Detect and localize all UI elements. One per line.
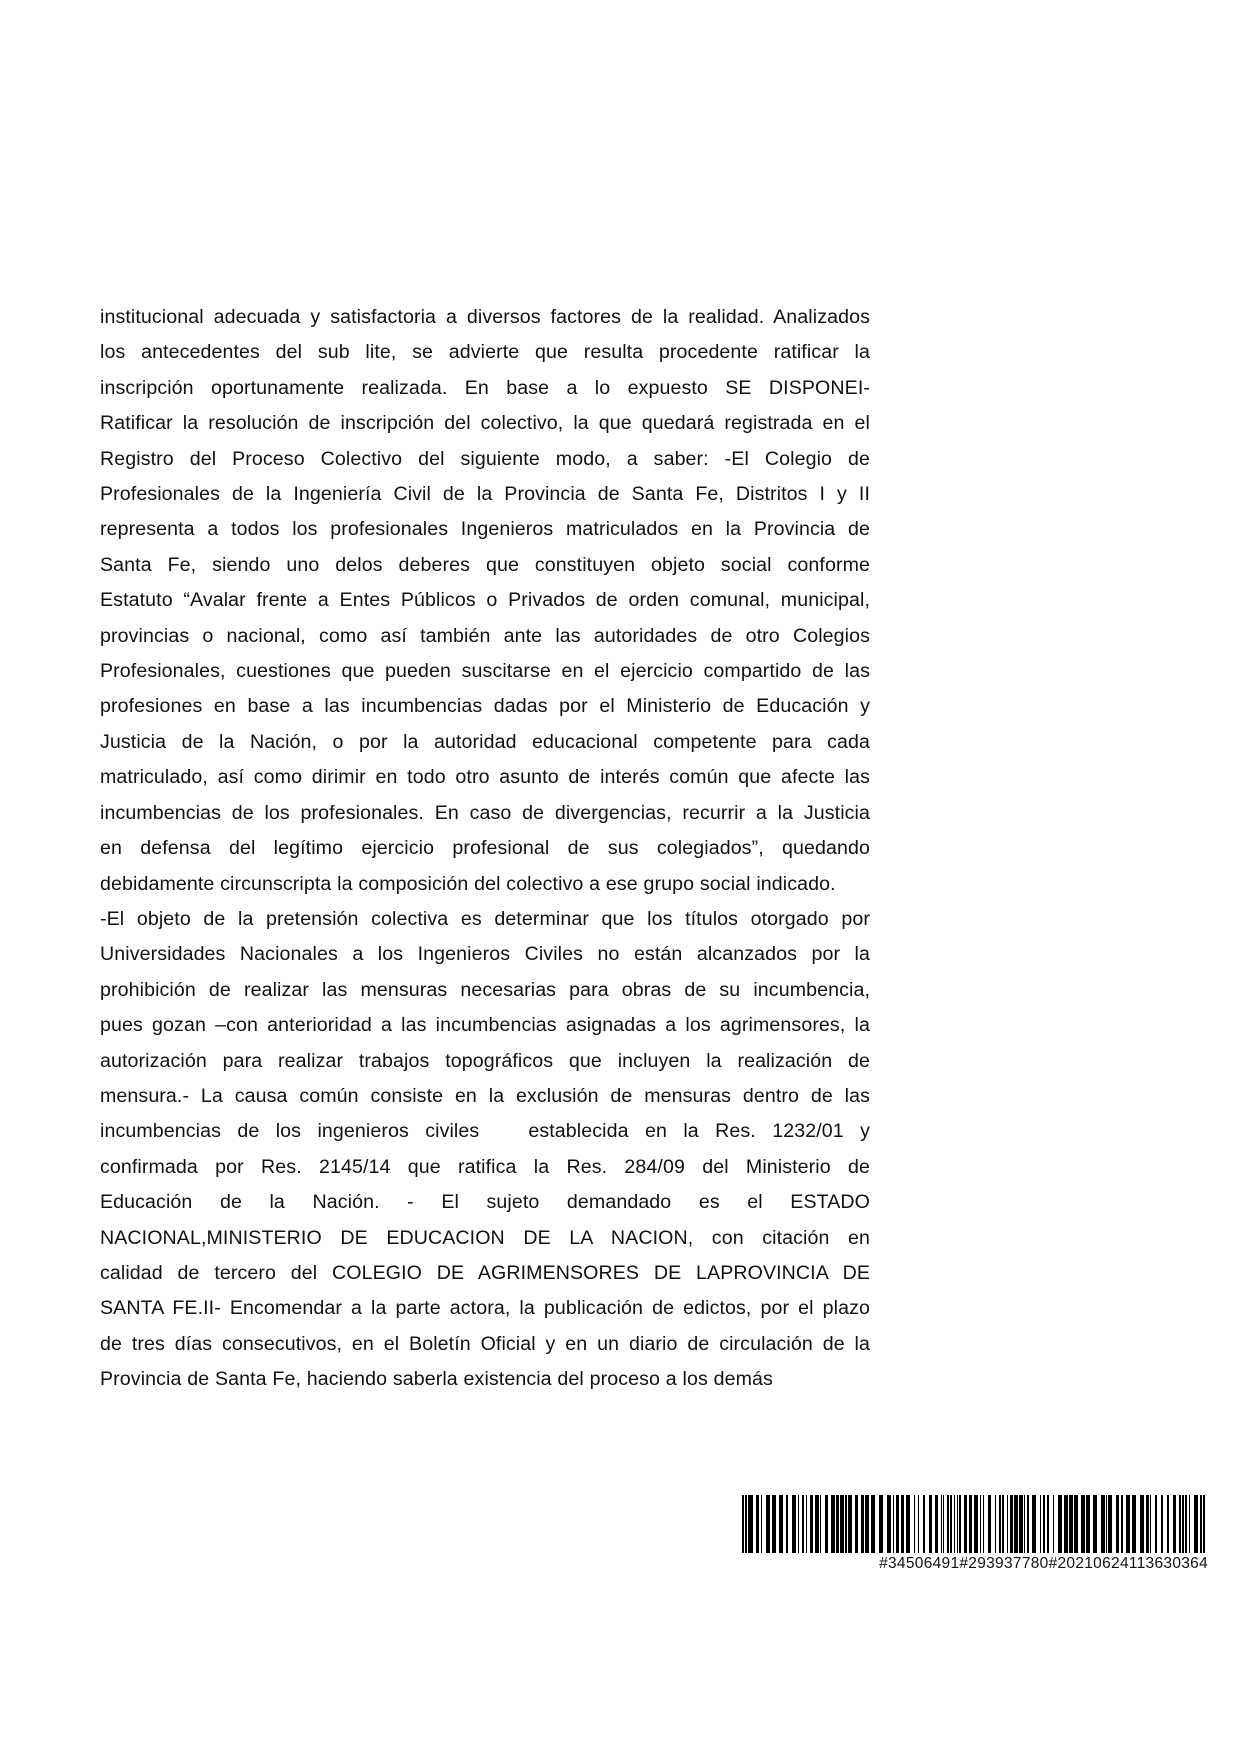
text-line: Provincia de Santa Fe, haciendo saberla existencia del proceso a los demás: [100, 1368, 773, 1391]
text-line: profesiones en base a las incumbencias dadas por el Ministerio de Educación y: [100, 695, 870, 718]
barcode-block: [740, 1495, 1210, 1573]
text-line: Universidades Nacionales a los Ingenieros Civiles no están alcanzados por la: [100, 943, 870, 966]
text-line: matriculado, así como dirimir en todo otro asunto de interés común que afecte las: [100, 766, 870, 789]
text-line: pues gozan –con anterioridad a las incumbencias asignadas a los agrimensores, la: [100, 1014, 870, 1037]
text-line: Profesionales de la Ingeniería Civil de la Provincia de Santa Fe, Distritos I y II: [100, 483, 870, 506]
text-line: SANTA FE.II- Encomendar a la parte actora, la publicación de edictos, por el plazo: [100, 1297, 870, 1320]
text-line: inscripción oportunamente realizada. En base a lo expuesto SE DISPONEI-: [100, 376, 870, 399]
document-body: [100, 300, 870, 1398]
text-line: provincias o nacional, como así también ante las autoridades de otro Colegios: [100, 624, 870, 647]
text-line: institucional adecuada y satisfactoria a diversos factores de la realidad. Analizados: [100, 306, 870, 328]
text-line: -El objeto de la pretensión colectiva es determinar que los títulos otorgado por: [100, 907, 870, 930]
text-line: debidamente circunscripta la composición del colectivo a ese grupo social indicado.: [100, 872, 836, 895]
barcode-label: #34506491#293937780#20210624113630364: [879, 1555, 1208, 1572]
text-line: calidad de tercero del COLEGIO DE AGRIMENSORES DE LAPROVINCIA DE: [100, 1261, 870, 1284]
text-line: mensura.- La causa común consiste en la exclusión de mensuras dentro de las: [100, 1084, 870, 1107]
text-line: de tres días consecutivos, en el Boletín Oficial y en un diario de circulación de la: [100, 1332, 870, 1355]
text-line: representa a todos los profesionales Ingenieros matriculados en la Provincia de: [100, 518, 870, 541]
text-line: prohibición de realizar las mensuras necesarias para obras de su incumbencia,: [100, 978, 870, 1001]
text-line: Educación de la Nación. - El sujeto demandado es el ESTADO: [100, 1191, 870, 1214]
barcode-icon: [740, 1495, 1210, 1553]
text-line: Profesionales, cuestiones que pueden suscitarse en el ejercicio compartido de las: [100, 660, 870, 683]
text-line: los antecedentes del sub lite, se advierte que resulta procedente ratificar la: [100, 341, 870, 364]
text-line: confirmada por Res. 2145/14 que ratifica la Res. 284/09 del Ministerio de: [100, 1155, 870, 1178]
text-line: NACIONAL,MINISTERIO DE EDUCACION DE LA NACION, con citación en: [100, 1226, 870, 1249]
page-footer: [0, 1480, 1240, 1755]
text-line: Ratificar la resolución de inscripción del colectivo, la que quedará registrada en el: [100, 412, 870, 435]
text-line: incumbencias de los ingenieros civiles establecida en la Res. 1232/01 y: [100, 1120, 870, 1143]
text-line: Registro del Proceso Colectivo del siguiente modo, a saber: -El Colegio de: [100, 447, 870, 470]
text-line: en defensa del legítimo ejercicio profesional de sus colegiados”, quedando: [100, 837, 870, 860]
text-line: Santa Fe, siendo uno delos deberes que constituyen objeto social conforme: [100, 553, 870, 576]
text-line: incumbencias de los profesionales. En caso de divergencias, recurrir a la Justicia: [100, 801, 870, 824]
text-line: Justicia de la Nación, o por la autoridad educacional competente para cada: [100, 730, 870, 753]
text-line: Estatuto “Avalar frente a Entes Públicos o Privados de orden comunal, municipal,: [100, 589, 870, 612]
text-line: autorización para realizar trabajos topográficos que incluyen la realización de: [100, 1049, 870, 1072]
body-paragraph: [100, 300, 870, 1398]
